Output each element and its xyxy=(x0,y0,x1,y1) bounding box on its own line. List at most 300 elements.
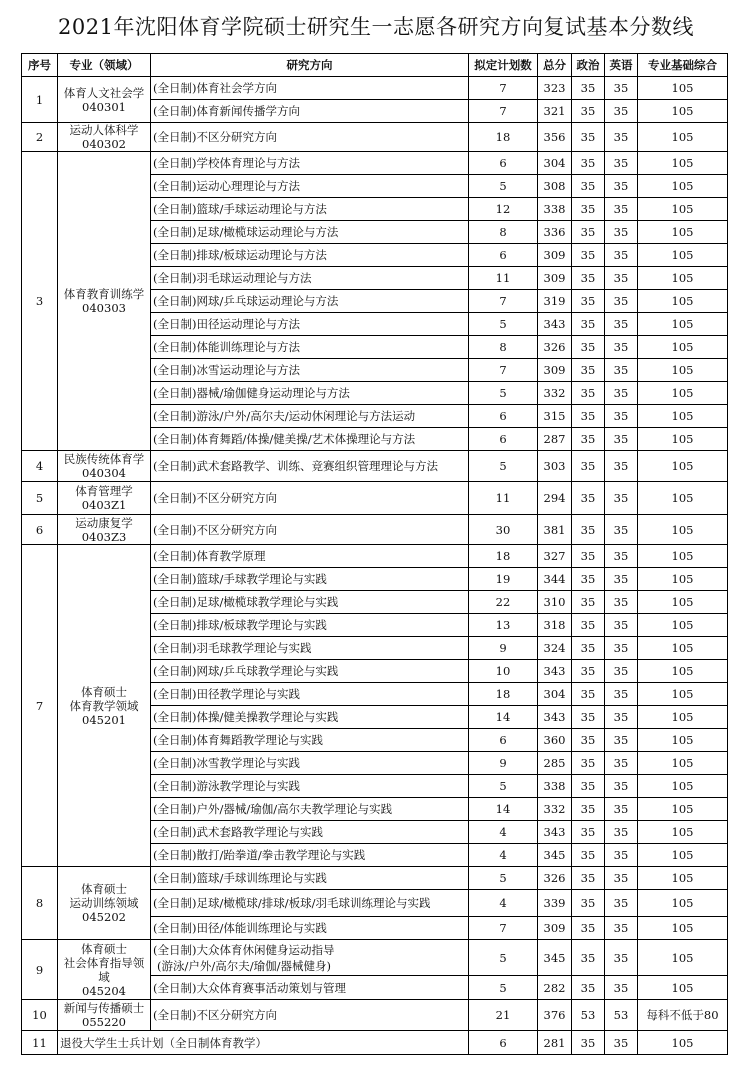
major-line: 运动康复学 xyxy=(75,515,133,530)
direction-cell xyxy=(151,821,469,844)
english-score: 35 xyxy=(605,482,638,515)
politics-score: 35 xyxy=(572,729,605,752)
major-cell xyxy=(58,940,151,1000)
english-score: 35 xyxy=(605,152,638,175)
direction-text: (全日制)不区分研究方向 xyxy=(153,491,277,505)
major-cell xyxy=(58,867,151,940)
direction-cell xyxy=(151,568,469,591)
direction-cell xyxy=(151,706,469,729)
direction-text: (全日制)田径教学理论与实践 xyxy=(153,687,300,701)
total-score: 281 xyxy=(538,1031,572,1055)
base-score: 105 xyxy=(638,976,728,1000)
row-number: 9 xyxy=(22,940,58,1000)
major-line: 045204 xyxy=(82,983,126,998)
english-score: 35 xyxy=(605,515,638,545)
english-score: 35 xyxy=(605,867,638,890)
english-score: 35 xyxy=(605,591,638,614)
direction-text: (全日制)运动心理理论与方法 xyxy=(153,179,300,193)
direction-text: (全日制)大众体育休闲健身运动指导 xyxy=(153,942,335,957)
direction-cell xyxy=(151,198,469,221)
base-score: 105 xyxy=(638,775,728,798)
base-score: 105 xyxy=(638,482,728,515)
direction-cell xyxy=(151,313,469,336)
english-score: 35 xyxy=(605,545,638,568)
direction-cell xyxy=(151,660,469,683)
plan-count: 5 xyxy=(469,775,538,798)
direction-cell xyxy=(151,290,469,313)
major-line: 040304 xyxy=(82,466,126,480)
major-cell xyxy=(58,1000,151,1031)
base-score: 105 xyxy=(638,290,728,313)
direction-cell xyxy=(151,77,469,100)
politics-score: 35 xyxy=(572,123,605,152)
politics-score: 35 xyxy=(572,244,605,267)
plan-count: 5 xyxy=(469,313,538,336)
direction-text: (全日制)排球/板球教学理论与实践 xyxy=(153,618,327,632)
total-score: 326 xyxy=(538,867,572,890)
total-score: 294 xyxy=(538,482,572,515)
row-number: 7 xyxy=(22,545,58,867)
direction-cell xyxy=(151,867,469,890)
major-line: 社会体育指导领 xyxy=(63,955,145,970)
politics-score: 35 xyxy=(572,568,605,591)
plan-count: 7 xyxy=(469,917,538,940)
base-score: 105 xyxy=(638,844,728,867)
direction-text: (全日制)羽毛球教学理论与实践 xyxy=(153,641,312,655)
base-score: 105 xyxy=(638,428,728,451)
direction-text: (全日制)冰雪运动理论与方法 xyxy=(153,363,300,377)
politics-score: 35 xyxy=(572,428,605,451)
english-score: 35 xyxy=(605,752,638,775)
english-score: 35 xyxy=(605,290,638,313)
direction-text: (全日制)不区分研究方向 xyxy=(153,522,277,537)
major-line: 体育硕士 xyxy=(81,941,127,956)
table-row xyxy=(22,152,728,175)
english-score: 35 xyxy=(605,844,638,867)
major-line: 运动训练领域 xyxy=(69,896,139,910)
major-line: 体育管理学 xyxy=(75,484,133,498)
plan-count: 11 xyxy=(469,267,538,290)
plan-count: 19 xyxy=(469,568,538,591)
base-score: 105 xyxy=(638,568,728,591)
direction-text: (全日制)冰雪教学理论与实践 xyxy=(153,756,300,770)
base-score: 105 xyxy=(638,940,728,976)
english-score: 35 xyxy=(605,77,638,100)
base-score: 105 xyxy=(638,244,728,267)
politics-score: 35 xyxy=(572,198,605,221)
direction-cell xyxy=(151,1000,469,1031)
plan-count: 11 xyxy=(469,482,538,515)
politics-score: 35 xyxy=(572,917,605,940)
politics-score: 35 xyxy=(572,175,605,198)
direction-text: (全日制)篮球/手球教学理论与实践 xyxy=(153,572,327,586)
direction-text: (全日制)体育舞蹈教学理论与实践 xyxy=(153,733,323,747)
english-score: 35 xyxy=(605,775,638,798)
base-score: 105 xyxy=(638,515,728,545)
direction-cell xyxy=(151,359,469,382)
direction-text: (全日制)学校体育理论与方法 xyxy=(153,156,300,170)
plan-count: 8 xyxy=(469,336,538,359)
direction-text: (全日制)不区分研究方向 xyxy=(153,1008,277,1022)
plan-count: 5 xyxy=(469,867,538,890)
header-base: 专业基础综合 xyxy=(638,54,728,77)
total-score: 309 xyxy=(538,359,572,382)
header-no: 序号 xyxy=(22,54,58,77)
english-score: 35 xyxy=(605,382,638,405)
total-score: 319 xyxy=(538,290,572,313)
direction-cell xyxy=(151,175,469,198)
direction-text: (全日制)体育舞蹈/体操/健美操/艺术体操理论与方法 xyxy=(153,432,416,446)
english-score: 53 xyxy=(605,1000,638,1031)
direction-cell xyxy=(151,405,469,428)
direction-text: (全日制)游泳/户外/高尔夫/运动休闲理论与方法运动 xyxy=(153,409,416,423)
english-score: 35 xyxy=(605,940,638,976)
row-number: 4 xyxy=(22,451,58,482)
direction-text: (全日制)足球/橄榄球教学理论与实践 xyxy=(153,595,339,609)
direction-text: (全日制)体育新闻传播学方向 xyxy=(153,104,300,118)
total-score: 304 xyxy=(538,152,572,175)
plan-count: 4 xyxy=(469,844,538,867)
total-score: 326 xyxy=(538,336,572,359)
english-score: 35 xyxy=(605,706,638,729)
total-score: 343 xyxy=(538,821,572,844)
english-score: 35 xyxy=(605,267,638,290)
plan-count: 18 xyxy=(469,545,538,568)
plan-count: 5 xyxy=(469,382,538,405)
plan-count: 6 xyxy=(469,1031,538,1055)
english-score: 35 xyxy=(605,428,638,451)
politics-score: 35 xyxy=(572,382,605,405)
direction-cell xyxy=(151,798,469,821)
direction-cell xyxy=(151,152,469,175)
politics-score: 35 xyxy=(572,152,605,175)
politics-score: 35 xyxy=(572,359,605,382)
direction-text: (全日制)器械/瑜伽健身运动理论与方法 xyxy=(153,386,350,400)
total-score: 309 xyxy=(538,917,572,940)
politics-score: 35 xyxy=(572,267,605,290)
politics-score: 35 xyxy=(572,451,605,482)
base-score: 105 xyxy=(638,706,728,729)
politics-score: 35 xyxy=(572,290,605,313)
plan-count: 9 xyxy=(469,752,538,775)
plan-count: 21 xyxy=(469,1000,538,1031)
direction-text: (全日制)武术套路教学、训练、竞赛组织管理理论与方法 xyxy=(153,459,438,473)
total-score: 332 xyxy=(538,382,572,405)
row-number: 5 xyxy=(22,482,58,515)
politics-score: 35 xyxy=(572,637,605,660)
base-score: 105 xyxy=(638,100,728,123)
direction-text: (全日制)足球/橄榄球运动理论与方法 xyxy=(153,225,339,239)
plan-count: 6 xyxy=(469,244,538,267)
direction-cell xyxy=(151,267,469,290)
english-score: 35 xyxy=(605,123,638,152)
plan-count: 10 xyxy=(469,660,538,683)
plan-count: 6 xyxy=(469,428,538,451)
base-score: 105 xyxy=(638,821,728,844)
total-score: 327 xyxy=(538,545,572,568)
header-major: 专业（领域） xyxy=(58,54,151,77)
direction-cell xyxy=(151,428,469,451)
direction-text: (全日制)篮球/手球运动理论与方法 xyxy=(153,202,327,216)
english-score: 35 xyxy=(605,976,638,1000)
plan-count: 7 xyxy=(469,100,538,123)
english-score: 35 xyxy=(605,313,638,336)
total-score: 332 xyxy=(538,798,572,821)
english-score: 35 xyxy=(605,798,638,821)
total-score: 304 xyxy=(538,683,572,706)
total-score: 344 xyxy=(538,568,572,591)
major-line: 0403Z1 xyxy=(81,498,127,512)
major-line: 040302 xyxy=(82,137,126,151)
base-score: 105 xyxy=(638,637,728,660)
base-score: 105 xyxy=(638,152,728,175)
final-row-label: 退役大学生士兵计划（全日制体育教学） xyxy=(58,1031,469,1055)
table-row xyxy=(22,545,728,568)
row-number: 2 xyxy=(22,123,58,152)
direction-cell xyxy=(151,976,469,1000)
direction-cell xyxy=(151,637,469,660)
politics-score: 35 xyxy=(572,706,605,729)
politics-score: 53 xyxy=(572,1000,605,1031)
direction-text: (全日制)散打/跆拳道/拳击教学理论与实践 xyxy=(153,848,366,862)
row-number: 10 xyxy=(22,1000,58,1031)
direction-cell xyxy=(151,729,469,752)
english-score: 35 xyxy=(605,100,638,123)
base-score: 105 xyxy=(638,917,728,940)
plan-count: 13 xyxy=(469,614,538,637)
english-score: 35 xyxy=(605,821,638,844)
major-cell xyxy=(58,482,151,515)
direction-cell xyxy=(151,221,469,244)
direction-cell xyxy=(151,244,469,267)
total-score: 309 xyxy=(538,244,572,267)
plan-count: 7 xyxy=(469,290,538,313)
major-line: 040301 xyxy=(82,99,126,114)
plan-count: 6 xyxy=(469,405,538,428)
table-row xyxy=(22,77,728,100)
english-score: 35 xyxy=(605,660,638,683)
table-body xyxy=(22,77,728,1055)
base-score: 105 xyxy=(638,798,728,821)
politics-score: 35 xyxy=(572,890,605,917)
direction-text: (全日制)体育教学原理 xyxy=(153,549,266,563)
politics-score: 35 xyxy=(572,660,605,683)
english-score: 35 xyxy=(605,890,638,917)
direction-cell xyxy=(151,844,469,867)
direction-text: (全日制)排球/板球运动理论与方法 xyxy=(153,248,327,262)
plan-count: 5 xyxy=(469,940,538,976)
score-table xyxy=(21,53,728,1055)
total-score: 356 xyxy=(538,123,572,152)
total-score: 287 xyxy=(538,428,572,451)
direction-text: (全日制)羽毛球运动理论与方法 xyxy=(153,271,312,285)
row-number: 3 xyxy=(22,152,58,451)
total-score: 339 xyxy=(538,890,572,917)
direction-cell xyxy=(151,752,469,775)
politics-score: 35 xyxy=(572,798,605,821)
direction-cell xyxy=(151,591,469,614)
total-score: 282 xyxy=(538,976,572,1000)
plan-count: 4 xyxy=(469,890,538,917)
header-english: 英语 xyxy=(605,54,638,77)
major-line: 体育硕士 xyxy=(81,684,127,699)
plan-count: 14 xyxy=(469,798,538,821)
plan-count: 5 xyxy=(469,175,538,198)
major-cell xyxy=(58,152,151,451)
total-score: 376 xyxy=(538,1000,572,1031)
total-score: 345 xyxy=(538,940,572,976)
direction-cell xyxy=(151,917,469,940)
english-score: 35 xyxy=(605,614,638,637)
major-cell xyxy=(58,515,151,545)
major-line: 体育教学领域 xyxy=(69,698,139,713)
direction-text: (全日制)田径/体能训练理论与实践 xyxy=(153,921,327,935)
direction-text-line2: (游泳/户外/高尔夫/瑜伽/器械健身) xyxy=(157,958,331,973)
plan-count: 8 xyxy=(469,221,538,244)
total-score: 338 xyxy=(538,198,572,221)
politics-score: 35 xyxy=(572,336,605,359)
major-line: 055220 xyxy=(82,1015,126,1029)
direction-text: (全日制)不区分研究方向 xyxy=(153,130,277,144)
politics-score: 35 xyxy=(572,683,605,706)
row-number: 1 xyxy=(22,77,58,123)
politics-score: 35 xyxy=(572,591,605,614)
table-row xyxy=(22,451,728,482)
plan-count: 9 xyxy=(469,637,538,660)
page-title: 2021年沈阳体育学院硕士研究生一志愿各研究方向复试基本分数线 xyxy=(58,15,694,39)
politics-score: 35 xyxy=(572,867,605,890)
politics-score: 35 xyxy=(572,100,605,123)
major-line: 0403Z3 xyxy=(81,529,127,544)
table-row-final xyxy=(22,1031,728,1055)
english-score: 35 xyxy=(605,1031,638,1055)
total-score: 343 xyxy=(538,706,572,729)
base-score: 105 xyxy=(638,336,728,359)
major-line: 域 xyxy=(98,969,110,984)
total-score: 345 xyxy=(538,844,572,867)
table-row xyxy=(22,867,728,890)
politics-score: 35 xyxy=(572,1031,605,1055)
plan-count: 6 xyxy=(469,729,538,752)
direction-cell xyxy=(151,545,469,568)
major-line: 045202 xyxy=(82,910,126,924)
plan-count: 5 xyxy=(469,976,538,1000)
major-line: 新闻与传播硕士 xyxy=(63,1001,145,1015)
english-score: 35 xyxy=(605,683,638,706)
base-score: 105 xyxy=(638,614,728,637)
english-score: 35 xyxy=(605,637,638,660)
direction-text: (全日制)篮球/手球训练理论与实践 xyxy=(153,871,327,885)
base-score: 105 xyxy=(638,545,728,568)
english-score: 35 xyxy=(605,729,638,752)
total-score: 324 xyxy=(538,637,572,660)
base-score: 105 xyxy=(638,683,728,706)
direction-cell xyxy=(151,614,469,637)
english-score: 35 xyxy=(605,568,638,591)
major-line: 040303 xyxy=(82,301,126,315)
total-score: 323 xyxy=(538,77,572,100)
plan-count: 7 xyxy=(469,359,538,382)
major-line: 体育人文社会学 xyxy=(63,85,145,100)
base-score: 105 xyxy=(638,359,728,382)
base-score: 105 xyxy=(638,591,728,614)
direction-text: (全日制)田径运动理论与方法 xyxy=(153,317,300,331)
politics-score: 35 xyxy=(572,405,605,428)
plan-count: 6 xyxy=(469,152,538,175)
major-line: 体育教育训练学 xyxy=(63,287,145,301)
english-score: 35 xyxy=(605,198,638,221)
base-score: 105 xyxy=(638,221,728,244)
english-score: 35 xyxy=(605,175,638,198)
plan-count: 14 xyxy=(469,706,538,729)
header-row xyxy=(22,54,728,77)
politics-score: 35 xyxy=(572,775,605,798)
direction-text: (全日制)网球/乒乓球教学理论与实践 xyxy=(153,664,339,678)
plan-count: 4 xyxy=(469,821,538,844)
row-number: 8 xyxy=(22,867,58,940)
total-score: 338 xyxy=(538,775,572,798)
english-score: 35 xyxy=(605,359,638,382)
base-score: 105 xyxy=(638,867,728,890)
direction-cell xyxy=(151,683,469,706)
base-score: 每科不低于80 xyxy=(638,1000,728,1031)
direction-text: (全日制)体操/健美操教学理论与实践 xyxy=(153,710,339,724)
direction-text: (全日制)体育社会学方向 xyxy=(153,81,277,95)
politics-score: 35 xyxy=(572,614,605,637)
plan-count: 5 xyxy=(469,451,538,482)
base-score: 105 xyxy=(638,77,728,100)
base-score: 105 xyxy=(638,752,728,775)
english-score: 35 xyxy=(605,451,638,482)
politics-score: 35 xyxy=(572,545,605,568)
politics-score: 35 xyxy=(572,752,605,775)
major-cell xyxy=(58,545,151,867)
politics-score: 35 xyxy=(572,821,605,844)
direction-cell xyxy=(151,100,469,123)
table-row xyxy=(22,1000,728,1031)
politics-score: 35 xyxy=(572,313,605,336)
direction-text: (全日制)足球/橄榄球/排球/板球/羽毛球训练理论与实践 xyxy=(153,896,431,910)
english-score: 35 xyxy=(605,244,638,267)
direction-text: (全日制)武术套路教学理论与实践 xyxy=(153,825,323,839)
plan-count: 18 xyxy=(469,123,538,152)
row-number: 6 xyxy=(22,515,58,545)
direction-cell xyxy=(151,940,469,976)
direction-cell xyxy=(151,382,469,405)
direction-text: (全日制)游泳教学理论与实践 xyxy=(153,779,300,793)
table-row xyxy=(22,940,728,976)
direction-text: (全日制)大众体育赛事活动策划与管理 xyxy=(153,980,346,995)
politics-score: 35 xyxy=(572,221,605,244)
row-number: 11 xyxy=(22,1031,58,1055)
base-score: 105 xyxy=(638,313,728,336)
major-line: 民族传统体育学 xyxy=(63,452,145,466)
base-score: 105 xyxy=(638,175,728,198)
header-politics: 政治 xyxy=(572,54,605,77)
base-score: 105 xyxy=(638,267,728,290)
base-score: 105 xyxy=(638,123,728,152)
english-score: 35 xyxy=(605,336,638,359)
direction-text: (全日制)体能训练理论与方法 xyxy=(153,340,300,354)
total-score: 310 xyxy=(538,591,572,614)
header-direction: 研究方向 xyxy=(151,54,469,77)
total-score: 318 xyxy=(538,614,572,637)
major-line: 045201 xyxy=(82,712,126,727)
base-score: 105 xyxy=(638,451,728,482)
total-score: 303 xyxy=(538,451,572,482)
table-row xyxy=(22,123,728,152)
english-score: 35 xyxy=(605,405,638,428)
